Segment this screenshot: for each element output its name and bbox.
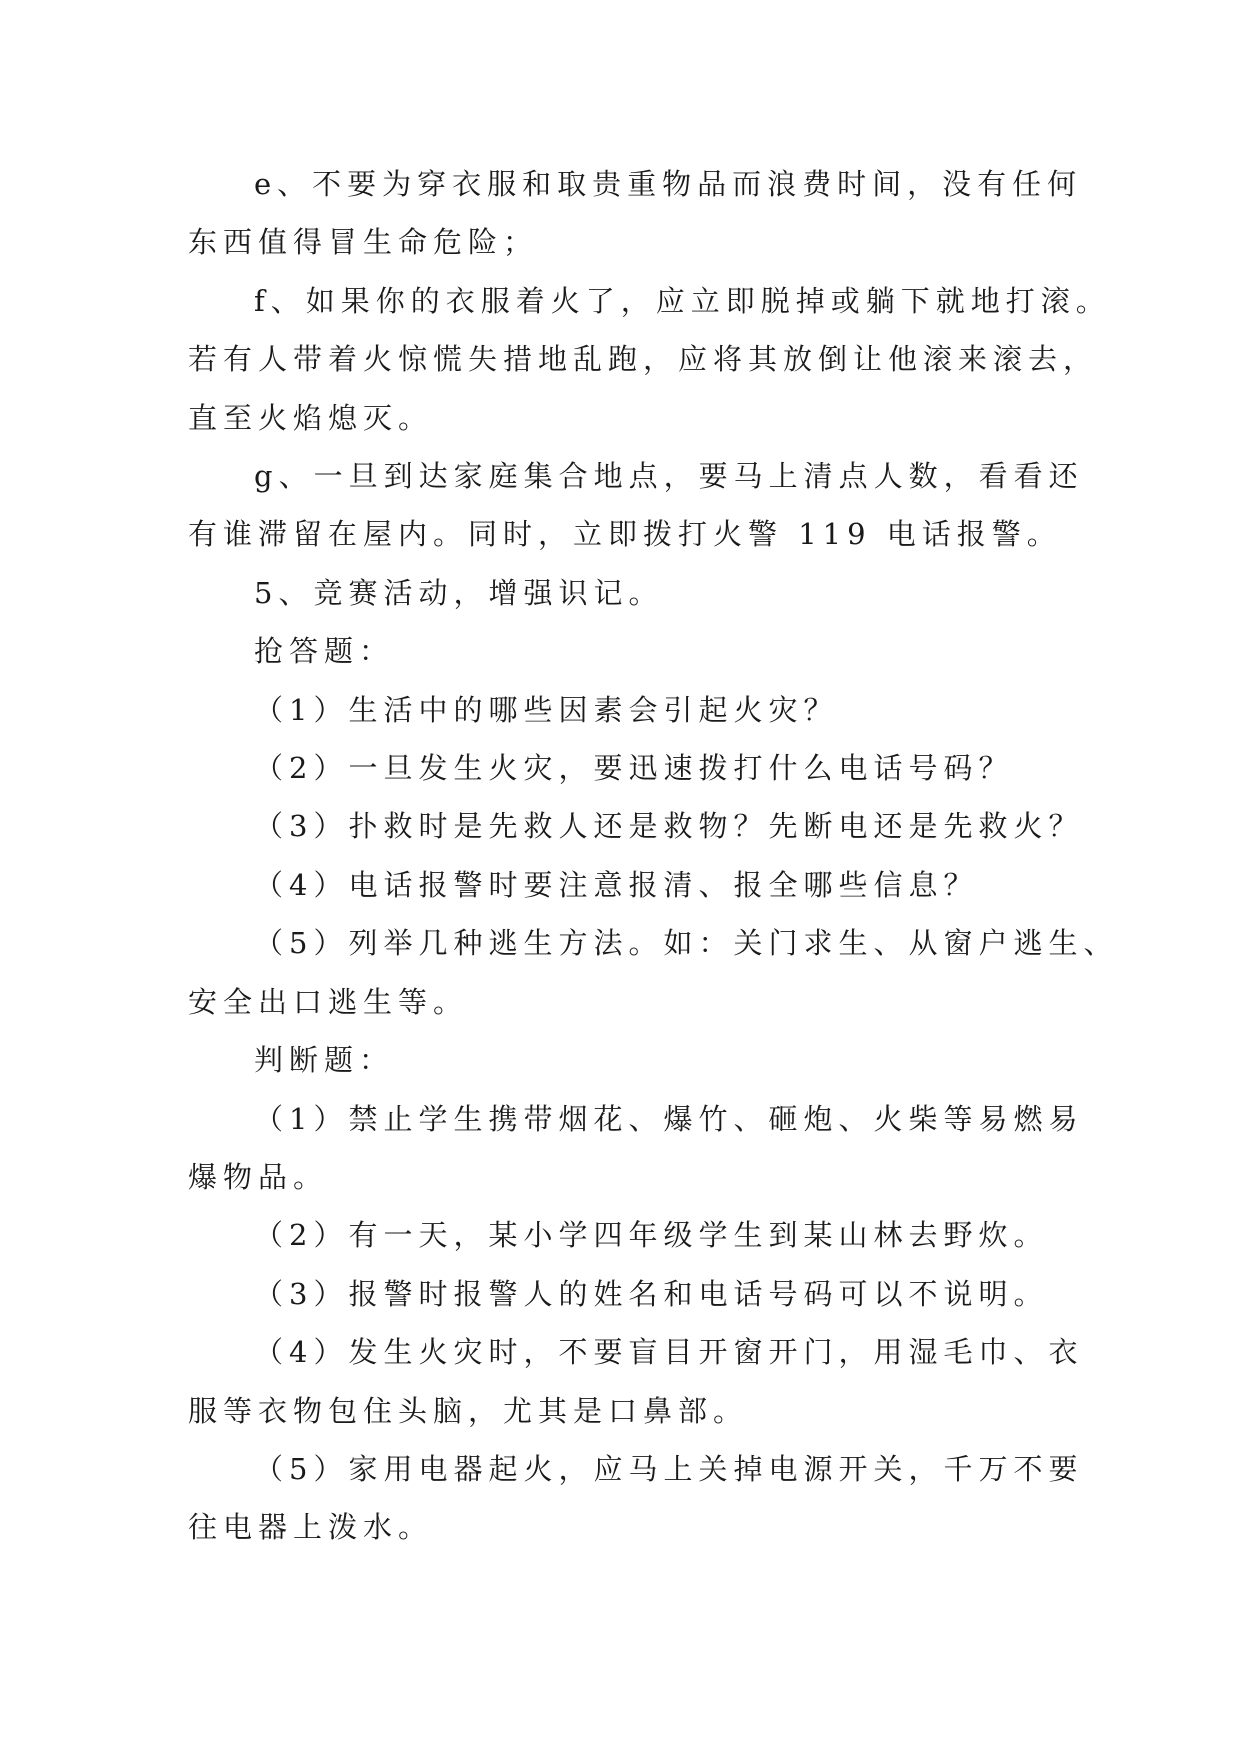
text-line: 东西值得冒生命危险； (188, 225, 539, 260)
text-line: 直至火焰熄灭。 (188, 400, 434, 435)
question-line: （3）扑救时是先救人还是救物？先断电还是先救火？ (254, 809, 1084, 844)
question-line: 服等衣物包住头脑，尤其是口鼻部。 (188, 1393, 749, 1428)
question-line: 爆物品。 (188, 1159, 329, 1194)
text-line: g、一旦到达家庭集合地点，要马上清点人数，看看还 (254, 459, 1084, 494)
text-line: f、如果你的衣服着火了，应立即脱掉或躺下就地打滚。 (254, 283, 1111, 318)
section-heading: 5、竞赛活动，增强识记。 (254, 575, 664, 610)
question-line: （3）报警时报警人的姓名和电话号码可以不说明。 (254, 1276, 1049, 1311)
text-line: e、不要为穿衣服和取贵重物品而浪费时间，没有任何 (254, 167, 1083, 201)
question-line: （2）一旦发生火灾，要迅速拨打什么电话号码？ (254, 751, 1014, 786)
subsection-heading: 判断题： (254, 1043, 395, 1078)
question-line: （5）家用电器起火，应马上关掉电源开关，千万不要 (254, 1451, 1084, 1486)
subsection-heading: 抢答题： (254, 634, 395, 669)
text-line: 有谁滞留在屋内。同时，立即拨打火警 119 电话报警。 (188, 517, 1062, 552)
question-line: （2）有一天，某小学四年级学生到某山林去野炊。 (254, 1218, 1049, 1253)
question-line: （1）生活中的哪些因素会引起火灾？ (254, 692, 839, 727)
text-line: 若有人带着火惊慌失措地乱跑，应将其放倒让他滚来滚去， (188, 342, 1099, 377)
question-line: （4）发生火灾时，不要盲目开窗开门，用湿毛巾、衣 (254, 1335, 1084, 1370)
question-line: （5）列举几种逃生方法。如：关门求生、从窗户逃生、 (254, 926, 1119, 961)
question-line: 安全出口逃生等。 (188, 984, 469, 1019)
question-line: （4）电话报警时要注意报清、报全哪些信息？ (254, 867, 979, 902)
document-body (188, 155, 1119, 1557)
question-line: 往电器上泼水。 (188, 1510, 434, 1545)
question-line: （1）禁止学生携带烟花、爆竹、砸炮、火柴等易燃易 (254, 1101, 1084, 1136)
